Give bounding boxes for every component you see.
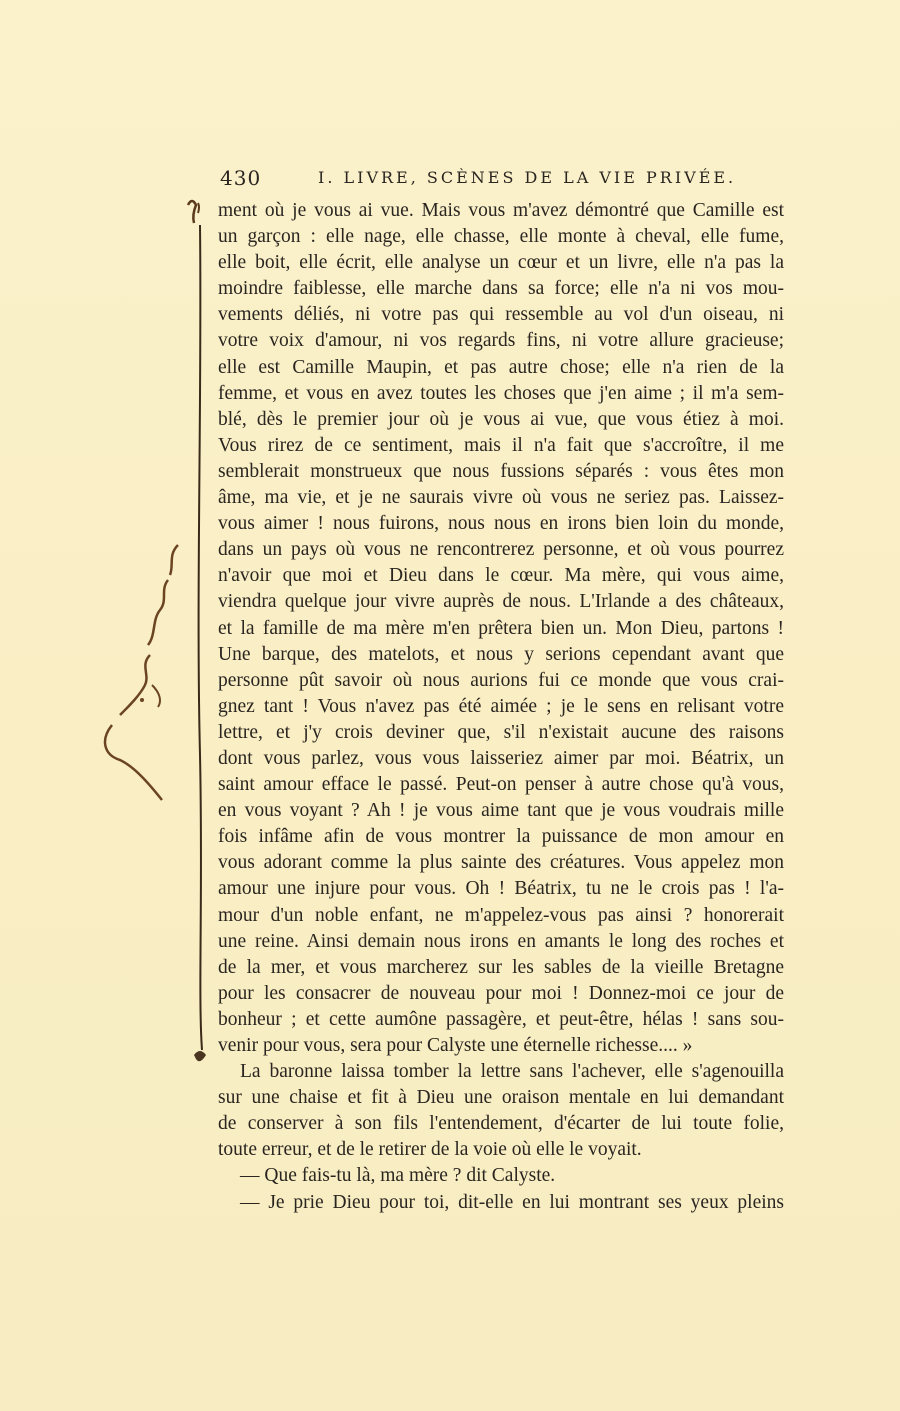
text-line: de la mer, et vous marcherez sur les sables de la vieille Bretagne: [218, 956, 784, 978]
text-line: viendra quelque jour vivre auprès de nous. L'Irlande a des châteaux,: [218, 591, 784, 613]
text-line: bonheur ; et cette aumône passagère, et peut-être, hélas ! sans sou-: [218, 1008, 784, 1030]
text-line: ment où je vous ai vue. Mais vous m'avez démontré que Camille est: [218, 200, 784, 221]
text-line: votre voix d'amour, ni vos regards fins, ni votre allure gracieuse;: [218, 330, 784, 352]
text-line: sur une chaise et fit à Dieu une oraison mentale en lui demandant: [218, 1087, 784, 1109]
paragraph-dialogue-calyste: [218, 1163, 784, 1189]
text-line: de conserver à son fils l'entendement, d'écarter de lui toute folie,: [218, 1113, 784, 1135]
paragraph-dialogue-mere: [218, 1190, 784, 1216]
body-text: [218, 198, 784, 1216]
text-line: n'avoir que moi et Dieu dans le cœur. Ma mère, qui vous aime,: [218, 565, 784, 587]
text-line: dont vous parlez, vous vous laisseriez aimer par moi. Béatrix, un: [218, 747, 784, 769]
text-line: vous adorant comme la plus sainte des créatures. Vous appelez mon: [218, 852, 784, 874]
text-line: âme, ma vie, et je ne saurais vivre où vous ne seriez pas. Laissez-: [218, 487, 784, 509]
text-line: — Je prie Dieu pour toi, dit-elle en lui montrant ses yeux pleins: [240, 1191, 784, 1213]
text-line: une reine. Ainsi demain nous irons en amants le long des roches et: [218, 930, 784, 952]
text-line: dans un pays où vous ne rencontrerez personne, et où vous pourrez: [218, 539, 784, 561]
text-line: un garçon : elle nage, elle chasse, elle monte à cheval, elle fume,: [218, 226, 784, 248]
text-line: gnez tant ! Vous n'avez pas été aimée ; je le sens en relisant votre: [218, 695, 784, 717]
text-line: lettre, et j'y crois deviner que, s'il n'existait aucune des raisons: [218, 721, 784, 743]
text-line: Vous rirez de ce sentiment, mais il n'a fait que s'accroître, il me: [218, 434, 784, 456]
text-line: — Que fais-tu là, ma mère ? dit Calyste.: [240, 1165, 556, 1187]
text-line: elle boit, elle écrit, elle analyse un cœur et un livre, elle n'a pas la: [218, 252, 784, 274]
text-line: elle est Camille Maupin, et pas autre chose; elle n'a rien de la: [218, 356, 784, 378]
text-line: moindre faiblesse, elle marche dans sa force; elle n'a ni vos mou-: [218, 278, 784, 300]
text-line: en vous voyant ? Ah ! je vous aime tant que je vous voudrais mille: [218, 800, 784, 822]
text-line: fois infâme afin de vous montrer la puissance de mon amour en: [218, 826, 784, 848]
paragraph-baronne: [218, 1059, 784, 1163]
text-line: vous aimer ! nous fuirons, nous nous en irons bien loin du monde,: [218, 513, 784, 535]
text-line: toute erreur, et de le retirer de la voie où elle le voyait.: [218, 1139, 642, 1161]
text-line: blé, dès le premier jour où je vous ai vue, que vous étiez à moi.: [218, 408, 784, 430]
text-line: personne pût savoir où nous aurions fui ce monde que vous crai-: [218, 669, 784, 691]
text-line: mour d'un noble enfant, ne m'appelez-vous pas ainsi ? honorerait: [218, 904, 784, 926]
running-title: I. LIVRE, SCÈNES DE LA VIE PRIVÉE.: [318, 168, 737, 187]
text-line: pour les consacrer de nouveau pour moi ! Donnez-moi ce jour de: [218, 982, 784, 1004]
page-number: 430: [220, 166, 262, 190]
text-line: semblerait monstrueux que nous fussions séparés : vous êtes mon: [218, 460, 784, 482]
text-line: vements déliés, ni votre pas qui ressemble au vol d'un oiseau, ni: [218, 304, 784, 326]
text-line: femme, et vous en avez toutes les choses que j'en aime ; il m'a sem-: [218, 382, 784, 404]
text-line: venir pour vous, sera pour Calyste une éternelle richesse.... »: [218, 1035, 693, 1056]
page-header: [220, 166, 790, 196]
text-line: et la famille de ma mère m'en prêtera bien un. Mon Dieu, partons !: [218, 617, 784, 639]
text-line: La baronne laissa tomber la lettre sans l'achever, elle s'agenouilla: [240, 1061, 784, 1083]
paragraph-letter: [218, 198, 784, 1059]
text-line: saint amour efface le passé. Peut-on penser à autre chose qu'à vous,: [218, 774, 784, 796]
text-line: Une barque, des matelots, et nous y serions cependant avant que: [218, 643, 784, 665]
text-line: amour une injure pour vous. Oh ! Béatrix, tu ne le crois pas ! l'a-: [218, 878, 784, 900]
handwritten-signature-annotation: [90, 195, 210, 1075]
